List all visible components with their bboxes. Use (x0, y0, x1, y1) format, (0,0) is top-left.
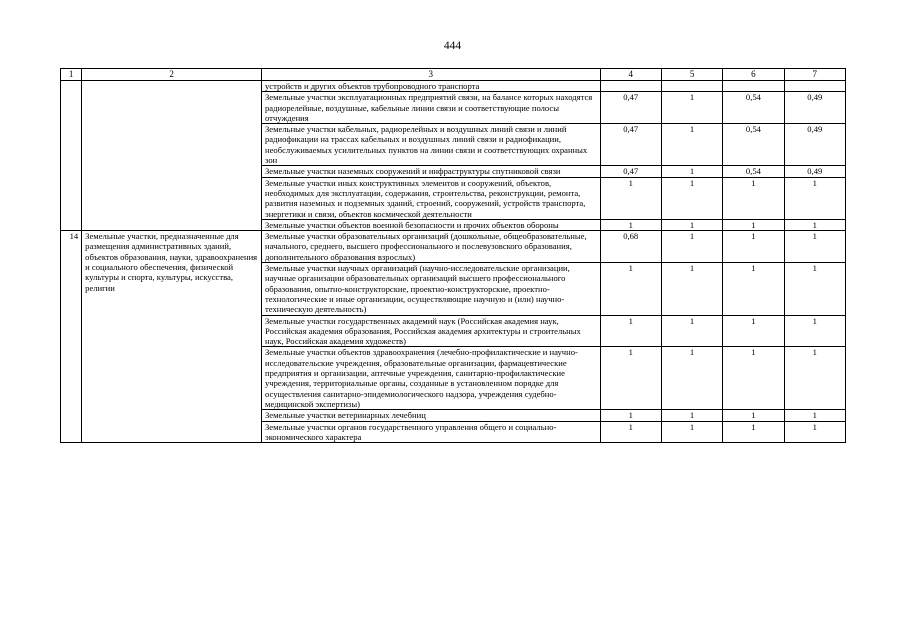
coefficient-col-5: 1 (661, 166, 722, 177)
coefficient-col-4: 0,68 (600, 231, 661, 263)
coefficient-col-5: 1 (661, 231, 722, 263)
page-number: 444 (443, 40, 462, 52)
coefficient-col-7: 1 (784, 263, 845, 315)
land-use-description: Земельные участки иных конструктивных элементов и сооружений, объектов, необходимых для эксплуатации, содержания, строительства, реконструкции, ремонта, развития наземных и подземных зданий, строений, сооружений, устройств транспорта, энергетики и связи, объектов космической деятельности (262, 177, 601, 219)
header-cell: 5 (661, 69, 722, 81)
table-row (61, 81, 846, 92)
coefficient-col-5: 1 (661, 219, 722, 230)
land-use-description: Земельные участки кабельных, радиорелейных и воздушных линий связи и линий радиофикации на трассах кабельных и воздушных линий связи и радиофикации, необслуживаемых усилительных пунктов на линии связи и соответствующих охранных зон (262, 124, 601, 166)
coefficient-col-6: 0,54 (723, 124, 784, 166)
coefficient-col-4: 1 (600, 347, 661, 410)
coefficient-col-7: 1 (784, 410, 845, 421)
section-number: 14 (61, 231, 82, 443)
coefficient-col-4 (600, 81, 661, 92)
land-use-description: Земельные участки эксплуатационных предприятий связи, на балансе которых находятся радиорелейные, воздушные, кабельные линии связи и соответствующие полосы отчуждения (262, 92, 601, 124)
coefficient-col-6: 1 (723, 410, 784, 421)
coefficient-col-6: 1 (723, 219, 784, 230)
coefficient-col-4: 1 (600, 177, 661, 219)
header-cell: 1 (61, 69, 82, 81)
coefficient-col-6: 1 (723, 231, 784, 263)
coefficient-col-5: 1 (661, 124, 722, 166)
coefficient-col-4: 1 (600, 263, 661, 315)
coefficient-col-7: 0,49 (784, 92, 845, 124)
land-category (82, 81, 262, 231)
coefficient-col-7: 0,49 (784, 124, 845, 166)
coefficient-col-6: 0,54 (723, 92, 784, 124)
header-cell: 2 (82, 69, 262, 81)
land-use-description: Земельные участки органов государственного управления общего и социально-экономического характера (262, 421, 601, 443)
coefficient-col-5: 1 (661, 421, 722, 443)
coefficient-col-5 (661, 81, 722, 92)
coefficient-col-6: 0,54 (723, 166, 784, 177)
coefficient-col-4: 0,47 (600, 124, 661, 166)
land-use-description: устройств и других объектов трубопроводного транспорта (262, 81, 601, 92)
header-row (61, 69, 846, 81)
coefficient-col-5: 1 (661, 177, 722, 219)
coefficient-col-7: 1 (784, 177, 845, 219)
coefficient-col-7: 1 (784, 421, 845, 443)
land-use-description: Земельные участки ветеринарных лечебниц (262, 410, 601, 421)
coefficient-col-7: 1 (784, 347, 845, 410)
coefficient-col-7 (784, 81, 845, 92)
land-use-description: Земельные участки государственных академий наук (Российская академия наук, Российская академия образования, Российская академия архитектуры и строительных наук, Российская академия художеств) (262, 315, 601, 347)
land-use-description: Земельные участки объектов здравоохранения (лечебно-профилактические и научно-исследовательские учреждения, образовательные организации, фармацевтические предприятия и организации, аптечные учреждения, санитарно-профилактические учреждения, территориальные органы, созданные в установленном порядке для осуществления санитарно-эпидемиологического надзора, учреждения судебно-медицинской экспертизы) (262, 347, 601, 410)
coefficient-col-4: 1 (600, 421, 661, 443)
land-category: Земельные участки, предназначенные для размещения административных зданий, объектов образования, науки, здравоохранения и социального обеспечения, физической культуры и спорта, культуры, искусства, религии (82, 231, 262, 443)
land-use-description: Земельные участки объектов военной безопасности и прочих объектов обороны (262, 219, 601, 230)
coefficient-col-5: 1 (661, 263, 722, 315)
coefficient-col-5: 1 (661, 347, 722, 410)
coefficient-col-4: 1 (600, 315, 661, 347)
coefficient-col-4: 0,47 (600, 166, 661, 177)
coefficient-col-4: 1 (600, 219, 661, 230)
coefficient-col-7: 1 (784, 315, 845, 347)
header-cell: 3 (262, 69, 601, 81)
coefficient-col-7: 1 (784, 219, 845, 230)
land-use-description: Земельные участки наземных сооружений и инфраструктуры спутниковой связи (262, 166, 601, 177)
land-use-description: Земельные участки научных организаций (научно-исследовательские организации, научные организации образовательных организаций высшего профессионального образования, опытно-конструкторские, проектно-конструкторские, проектно-технологические и иные организации, осуществляющие научную и (или) научно-техническую деятельность) (262, 263, 601, 315)
coefficient-col-6: 1 (723, 263, 784, 315)
header-cell: 7 (784, 69, 845, 81)
coefficient-col-7: 0,49 (784, 166, 845, 177)
coefficient-col-6 (723, 81, 784, 92)
coefficient-col-5: 1 (661, 410, 722, 421)
coefficient-col-6: 1 (723, 177, 784, 219)
coefficients-table (60, 68, 846, 443)
coefficient-col-6: 1 (723, 421, 784, 443)
table-row (61, 231, 846, 263)
coefficient-col-5: 1 (661, 315, 722, 347)
land-use-description: Земельные участки образовательных организаций (дошкольные, общеобразовательные, начального, среднего, высшего профессионального и послевузовского образования, дополнительного образования взрослых) (262, 231, 601, 263)
coefficient-col-4: 0,47 (600, 92, 661, 124)
section-number (61, 81, 82, 231)
coefficient-col-7: 1 (784, 231, 845, 263)
coefficient-col-4: 1 (600, 410, 661, 421)
header-cell: 6 (723, 69, 784, 81)
coefficient-col-5: 1 (661, 92, 722, 124)
coefficient-col-6: 1 (723, 347, 784, 410)
coefficient-col-6: 1 (723, 315, 784, 347)
header-cell: 4 (600, 69, 661, 81)
